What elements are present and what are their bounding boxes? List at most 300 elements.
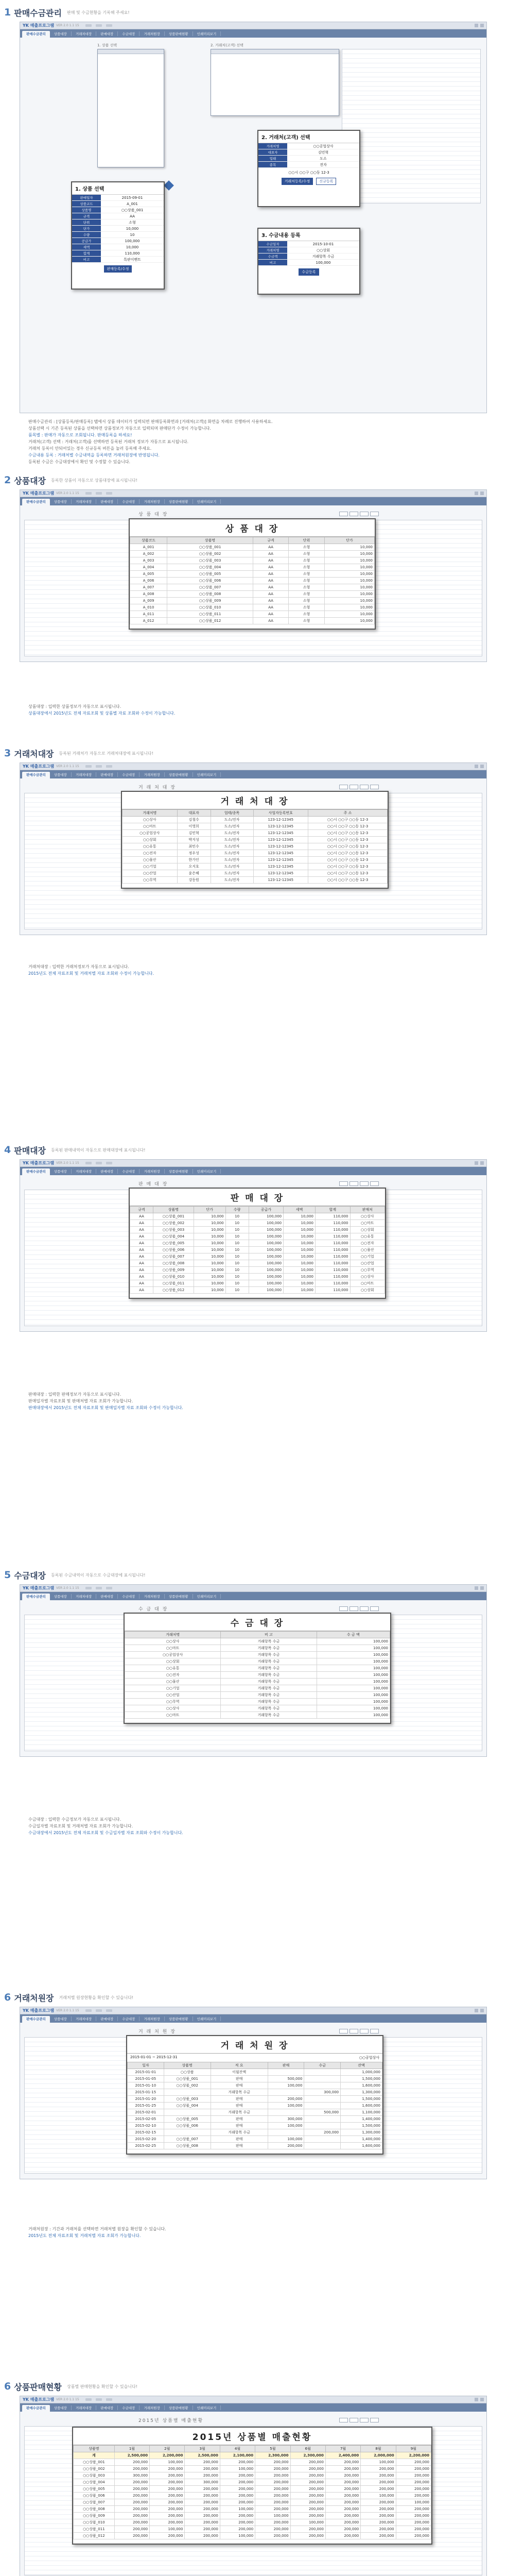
field-value[interactable]: 소형 xyxy=(129,220,136,225)
table-cell: 10,000 xyxy=(324,618,374,624)
nav-tab[interactable]: 거래처대장 xyxy=(72,2016,96,2021)
column-header[interactable]: 대표자 xyxy=(177,810,211,817)
table-row[interactable] xyxy=(123,863,388,870)
field-label: 공급가 xyxy=(72,238,101,244)
table-cell: 이월잔액 xyxy=(211,2069,268,2076)
table-row[interactable] xyxy=(130,557,375,564)
nav-tab[interactable]: 상품판매현황 xyxy=(165,499,193,504)
search-button[interactable] xyxy=(339,512,348,516)
column-header[interactable]: 수량 xyxy=(225,1207,249,1213)
field-value[interactable]: 10 xyxy=(130,232,135,237)
column-header[interactable]: 세액 xyxy=(284,1207,316,1213)
table-cell: 200,000 xyxy=(361,2513,396,2519)
column-header[interactable]: 판매 xyxy=(268,2062,304,2069)
table-cell: 10,000 xyxy=(194,1227,225,1233)
table-cell: 110,000 xyxy=(316,1213,351,1220)
table-row[interactable] xyxy=(128,2116,382,2123)
minimize-icon[interactable] xyxy=(475,2009,478,2012)
table-row[interactable] xyxy=(125,1672,390,1679)
table-panel xyxy=(124,1613,391,1724)
nav-tab[interactable]: 상품판매현황 xyxy=(165,772,193,777)
table-cell: 소형 xyxy=(289,598,324,604)
field-value[interactable]: 110,000 xyxy=(125,251,140,256)
table-cell: ○○상품_007 xyxy=(167,584,253,591)
nav-tab[interactable]: 상품대장 xyxy=(50,772,72,777)
column-header[interactable]: 상품명 xyxy=(167,537,253,544)
table-cell: 소형 xyxy=(289,571,324,578)
table-row[interactable] xyxy=(130,544,375,551)
column-header[interactable]: 규격 xyxy=(253,537,288,544)
table-cell: 200,000 xyxy=(185,2459,220,2466)
field-value[interactable]: ○○상품_001 xyxy=(121,208,144,212)
table-cell: 2015-01-05 xyxy=(128,2076,164,2082)
table-cell: 200,000 xyxy=(255,2479,290,2486)
nav-tab[interactable]: 판매대장 xyxy=(96,772,118,777)
table-cell: 1,100,000 xyxy=(341,2109,382,2116)
client-new-button[interactable]: 신규등록 xyxy=(316,178,336,185)
column-header[interactable]: 일자 xyxy=(128,2062,164,2069)
form-row xyxy=(72,238,164,244)
subtab-label[interactable]: 2. 거래처(고객) 선택 xyxy=(211,43,243,47)
excel-button[interactable] xyxy=(360,1181,369,1186)
table-cell: 123-12-12345 xyxy=(253,850,308,857)
print-button[interactable] xyxy=(349,2418,358,2422)
table-row[interactable] xyxy=(130,1240,385,1247)
nav-tab[interactable]: 상품대장 xyxy=(50,1169,72,1174)
nav-tab[interactable]: 인쇄미리보기 xyxy=(193,31,221,36)
search-button[interactable] xyxy=(339,1181,348,1186)
table-row[interactable] xyxy=(130,564,375,571)
table-row[interactable] xyxy=(125,1658,390,1665)
close-button[interactable] xyxy=(370,1181,379,1186)
table-row[interactable] xyxy=(130,571,375,578)
table-row[interactable] xyxy=(123,877,388,884)
nav-tab[interactable]: 인쇄미리보기 xyxy=(193,2016,221,2021)
field-value[interactable]: AA xyxy=(130,214,135,218)
nav-tab[interactable]: 상품판매현황 xyxy=(165,2405,193,2410)
field-value[interactable]: 10,000 xyxy=(126,226,139,231)
nav-tab[interactable]: 거래처대장 xyxy=(72,1594,96,1599)
table-cell: ○○시 ○○구 ○○동 12-3 xyxy=(308,837,388,843)
column-header[interactable]: 8월 xyxy=(361,2446,396,2452)
table-cell: 100,000 xyxy=(249,1287,284,1294)
table-row[interactable] xyxy=(125,1679,390,1685)
column-header[interactable]: 주 소 xyxy=(308,810,388,817)
search-button[interactable] xyxy=(339,2418,348,2422)
table-row[interactable] xyxy=(74,2466,431,2472)
table-cell: 10,000 xyxy=(194,1247,225,1253)
app-version: VER 2.0 1.1 15 xyxy=(56,492,79,495)
table-row[interactable] xyxy=(74,2499,431,2506)
table-cell: 100,000 xyxy=(268,2136,304,2143)
table-cell: A_012 xyxy=(130,618,167,624)
field-value[interactable]: 거래항목 수금 xyxy=(312,254,335,259)
column-header[interactable]: 상품명 xyxy=(164,2062,211,2069)
field-value[interactable]: ○○상회 xyxy=(317,248,330,252)
table-row[interactable] xyxy=(74,2526,431,2533)
nav-tab[interactable]: 상품대장 xyxy=(50,2016,72,2021)
column-header[interactable]: 거래처명 xyxy=(125,1632,221,1638)
nav-tab[interactable]: 인쇄미리보기 xyxy=(193,1169,221,1174)
close-icon[interactable] xyxy=(480,2009,484,2012)
table-cell: 10,000 xyxy=(194,1233,225,1240)
table-row[interactable] xyxy=(74,2479,431,2486)
collection-save-button[interactable]: 수금등록 xyxy=(299,268,319,276)
table-row[interactable] xyxy=(74,2513,431,2519)
list-bg xyxy=(342,49,481,204)
table-row[interactable] xyxy=(130,1247,385,1253)
section-title: 수금대장 xyxy=(14,1570,46,1581)
table-cell: AA xyxy=(130,1280,153,1287)
nav-tab[interactable]: 거래처대장 xyxy=(72,772,96,777)
table-row[interactable] xyxy=(128,2082,382,2089)
table-row[interactable] xyxy=(130,1213,385,1220)
table-cell: 100,000 xyxy=(255,2513,290,2519)
table-row[interactable] xyxy=(125,1638,390,1645)
table-row[interactable] xyxy=(123,850,388,857)
nav-tab[interactable]: 수금대장 xyxy=(118,1169,139,1174)
field-value[interactable]: 전자 xyxy=(320,162,327,167)
table-cell: 100,000 xyxy=(317,1679,390,1685)
field-value[interactable]: 10,000 xyxy=(126,245,139,249)
nav-tab[interactable]: 거래처원장 xyxy=(139,499,164,504)
table-row[interactable] xyxy=(130,1227,385,1233)
field-value[interactable]: A_001 xyxy=(127,201,138,206)
table-row[interactable] xyxy=(128,2089,382,2096)
table-row[interactable] xyxy=(74,2472,431,2479)
table-cell: 소형 xyxy=(289,618,324,624)
table-row[interactable] xyxy=(130,551,375,557)
column-header[interactable]: 적 요 xyxy=(211,2062,268,2069)
table-row[interactable] xyxy=(74,2459,431,2466)
table-row[interactable] xyxy=(130,1220,385,1227)
section-number: 2 xyxy=(4,474,11,486)
nav-tab[interactable]: 판매수금관리 xyxy=(22,2405,50,2412)
client-address: ○○시 ○○구 ○○동 12-3 xyxy=(288,171,329,175)
table-row[interactable] xyxy=(125,1645,390,1652)
column-header[interactable]: 3월 xyxy=(185,2446,220,2452)
app-logo: YK 매출프로그램 xyxy=(23,1161,55,1165)
nav-tab[interactable]: 거래처대장 xyxy=(72,2405,96,2410)
nav-tab[interactable]: 거래처원장 xyxy=(139,1169,164,1174)
nav-tab[interactable]: 판매수금관리 xyxy=(22,1594,50,1600)
nav-tab[interactable]: 판매대장 xyxy=(96,31,118,36)
search-button[interactable] xyxy=(339,1606,348,1611)
field-value[interactable]: 100,000 xyxy=(125,239,140,243)
table-row[interactable] xyxy=(128,2069,382,2076)
print-button[interactable] xyxy=(349,1181,358,1186)
table-row[interactable] xyxy=(125,1699,390,1705)
table-row[interactable] xyxy=(123,837,388,843)
close-icon[interactable] xyxy=(480,2398,484,2401)
close-button[interactable] xyxy=(370,1606,379,1611)
nav-tab[interactable]: 인쇄미리보기 xyxy=(193,772,221,777)
table-row[interactable] xyxy=(128,2103,382,2109)
nav-tab[interactable]: 수금대장 xyxy=(118,2405,139,2410)
nav-tab[interactable]: 상품대장 xyxy=(50,499,72,504)
nav-tab[interactable]: 거래처원장 xyxy=(139,31,164,36)
column-header[interactable]: 거래처명 xyxy=(123,810,178,817)
table-row[interactable] xyxy=(128,2076,382,2082)
table-cell: 10,000 xyxy=(284,1247,316,1253)
table-cell: 200,000 xyxy=(150,2506,185,2513)
table-row[interactable] xyxy=(74,2486,431,2493)
close-button[interactable] xyxy=(370,512,379,516)
column-header[interactable]: 9월 xyxy=(396,2446,431,2452)
table-row[interactable] xyxy=(74,2506,431,2513)
close-icon[interactable] xyxy=(480,1586,484,1590)
minimize-icon[interactable] xyxy=(475,2398,478,2401)
close-button[interactable] xyxy=(370,2029,379,2033)
search-button[interactable] xyxy=(339,2029,348,2033)
nav-tab[interactable]: 판매대장 xyxy=(96,1169,118,1174)
table-panel xyxy=(129,518,376,630)
close-icon[interactable] xyxy=(480,765,484,768)
field-value[interactable]: 2015-09-01 xyxy=(121,195,143,200)
table-cell: 200,000 xyxy=(290,2472,325,2479)
nav-tab[interactable]: 상품대장 xyxy=(50,1594,72,1599)
table-row[interactable] xyxy=(123,857,388,863)
column-header[interactable]: 상품코드 xyxy=(130,537,167,544)
table-row[interactable] xyxy=(125,1712,390,1719)
table-row[interactable] xyxy=(123,870,388,877)
nav-tab[interactable]: 상품판매현황 xyxy=(165,1594,193,1599)
print-button[interactable] xyxy=(349,1606,358,1611)
table-row[interactable] xyxy=(130,1253,385,1260)
table-cell: 소형 xyxy=(289,591,324,598)
nav-tab[interactable]: 거래처대장 xyxy=(72,499,96,504)
table-row[interactable] xyxy=(130,591,375,598)
table-row[interactable] xyxy=(128,2096,382,2103)
column-header[interactable]: 단가 xyxy=(194,1207,225,1213)
column-header[interactable]: 합계 xyxy=(316,1207,351,1213)
nav-tab[interactable]: 판매수금관리 xyxy=(22,31,50,38)
field-value[interactable]: 특판이벤트 xyxy=(124,257,141,262)
excel-button[interactable] xyxy=(360,2418,369,2422)
nav-tab[interactable]: 판매대장 xyxy=(96,2016,118,2021)
minimize-icon[interactable] xyxy=(475,1161,478,1165)
nav-tab[interactable]: 판매수금관리 xyxy=(22,499,50,505)
table-cell: ○○마트 xyxy=(350,1220,385,1227)
table-row[interactable] xyxy=(128,2109,382,2116)
column-header[interactable]: 잔액 xyxy=(341,2062,382,2069)
table-cell: ○○상품_005 xyxy=(153,1240,194,1247)
table-cell: 김철수 xyxy=(177,817,211,823)
table-row[interactable] xyxy=(130,611,375,618)
table-cell: AA xyxy=(253,604,288,611)
table-cell: 판매 xyxy=(211,2096,268,2103)
client-save-button[interactable]: 거래처등록/수정 xyxy=(282,178,313,185)
column-header[interactable]: 비 고 xyxy=(221,1632,317,1638)
nav-tab[interactable]: 상품대장 xyxy=(50,2405,72,2410)
table-cell: 10 xyxy=(225,1247,249,1253)
table-row[interactable] xyxy=(123,830,388,837)
excel-button[interactable] xyxy=(360,512,369,516)
column-header[interactable]: 수금 xyxy=(304,2062,341,2069)
table-cell: 110,000 xyxy=(316,1274,351,1280)
column-header[interactable]: 사업자등록번호 xyxy=(253,810,308,817)
minimize-icon[interactable] xyxy=(475,492,478,495)
minimize-icon[interactable] xyxy=(475,1586,478,1590)
nav-tab[interactable]: 판매수금관리 xyxy=(22,2016,50,2023)
column-header[interactable]: 업태/종목 xyxy=(211,810,253,817)
card-title: 1. 상품 선택 xyxy=(72,182,164,195)
column-header[interactable]: 1월 xyxy=(114,2446,149,2452)
column-header[interactable]: 6월 xyxy=(290,2446,325,2452)
table-row[interactable] xyxy=(130,1280,385,1287)
table-row[interactable] xyxy=(74,2493,431,2499)
table-row[interactable] xyxy=(128,2143,382,2149)
table-cell: 거래항목 수금 xyxy=(211,2089,268,2096)
nav-tab[interactable]: 판매수금관리 xyxy=(22,1168,50,1175)
table-cell: AA xyxy=(253,571,288,578)
nav-tab[interactable]: 상품판매현황 xyxy=(165,1169,193,1174)
search-button[interactable] xyxy=(339,785,348,789)
table-cell: 200,000 xyxy=(361,2486,396,2493)
table-row[interactable] xyxy=(125,1652,390,1658)
sale-save-button[interactable]: 판매등록/수정 xyxy=(104,265,132,273)
table-cell: 10,000 xyxy=(284,1267,316,1274)
column-header[interactable]: 4월 xyxy=(220,2446,255,2452)
table-row[interactable] xyxy=(128,2123,382,2129)
table-row[interactable] xyxy=(74,2519,431,2526)
nav-tab[interactable]: 수금대장 xyxy=(118,31,139,36)
nav-tab[interactable]: 수금대장 xyxy=(118,2016,139,2021)
nav-tab[interactable]: 상품대장 xyxy=(50,31,72,36)
table-row[interactable] xyxy=(123,817,388,823)
table-cell: ○○상품_005 xyxy=(167,571,253,578)
table-row[interactable] xyxy=(125,1685,390,1692)
nav-tab[interactable]: 거래처대장 xyxy=(72,31,96,36)
field-value[interactable]: 도소 xyxy=(320,156,327,161)
nav-tab[interactable]: 거래처원장 xyxy=(139,2016,164,2021)
table-row[interactable] xyxy=(130,1287,385,1294)
nav-tab[interactable]: 인쇄미리보기 xyxy=(193,2405,221,2410)
column-header[interactable]: 상품명 xyxy=(153,1207,194,1213)
close-button[interactable] xyxy=(370,785,379,789)
table-row[interactable] xyxy=(125,1665,390,1672)
excel-button[interactable] xyxy=(360,785,369,789)
nav-tab[interactable]: 인쇄미리보기 xyxy=(193,1594,221,1599)
section-desc: 등록된 거래처가 자동으로 거래처대장에 표시됩니다! xyxy=(59,751,153,756)
table-cell: 200,000 xyxy=(325,2472,360,2479)
minimize-icon[interactable] xyxy=(475,24,478,27)
table-cell: ○○상품_011 xyxy=(153,1280,194,1287)
field-value[interactable]: 2015-10-01 xyxy=(312,242,334,246)
field-value[interactable]: 100,000 xyxy=(316,260,331,265)
toolbar xyxy=(339,785,379,789)
close-button[interactable] xyxy=(370,2418,379,2422)
table-cell: ○○시 ○○구 ○○동 12-3 xyxy=(308,823,388,830)
nav-tab[interactable]: 거래처원장 xyxy=(139,1594,164,1599)
table-cell: 200,000 xyxy=(361,2526,396,2533)
minimize-icon[interactable] xyxy=(475,765,478,768)
table-cell: 도소/전자 xyxy=(211,817,253,823)
table-cell xyxy=(268,2109,304,2116)
table-cell: ○○공업상사 xyxy=(123,830,178,837)
nav-tab[interactable]: 거래처대장 xyxy=(72,1169,96,1174)
nav-tab[interactable]: 수금대장 xyxy=(118,499,139,504)
column-header[interactable]: 단가 xyxy=(324,537,374,544)
table-cell: 판매 xyxy=(211,2143,268,2149)
table-row[interactable] xyxy=(130,1274,385,1280)
table-row[interactable] xyxy=(130,604,375,611)
table-cell: 100,000 xyxy=(220,2506,255,2513)
table-row[interactable] xyxy=(74,2533,431,2539)
column-header[interactable]: 수 금 액 xyxy=(317,1632,390,1638)
column-header[interactable]: 규격 xyxy=(130,1207,153,1213)
close-icon[interactable] xyxy=(480,492,484,495)
table-cell: ○○상품_004 xyxy=(153,1233,194,1240)
print-button[interactable] xyxy=(349,785,358,789)
nav-tab[interactable]: 판매대장 xyxy=(96,2405,118,2410)
column-header[interactable]: 공급가 xyxy=(249,1207,284,1213)
column-header[interactable]: 상품명 xyxy=(74,2446,115,2452)
form-row xyxy=(72,219,164,226)
column-header[interactable]: 7월 xyxy=(325,2446,360,2452)
column-header[interactable]: 판매처 xyxy=(350,1207,385,1213)
column-header[interactable]: 단위 xyxy=(289,537,324,544)
table-row[interactable] xyxy=(123,843,388,850)
column-header[interactable]: 5월 xyxy=(255,2446,290,2452)
print-button[interactable] xyxy=(349,2029,358,2033)
bg-sheet-title: 2015년 상품별 매출현황 xyxy=(138,2418,204,2424)
table-cell: 200,000 xyxy=(150,2479,185,2486)
table-row[interactable] xyxy=(125,1705,390,1712)
table-cell: ○○상사 xyxy=(125,1638,221,1645)
field-value[interactable]: 김민혁 xyxy=(318,150,329,155)
nav-tab[interactable]: 거래처원장 xyxy=(139,772,164,777)
nav-tab[interactable]: 판매대장 xyxy=(96,1594,118,1599)
print-button[interactable] xyxy=(349,512,358,516)
nav-tab[interactable]: 판매대장 xyxy=(96,499,118,504)
table-cell: ○○시 ○○구 ○○동 12-3 xyxy=(308,863,388,870)
table-cell: 123-12-12345 xyxy=(253,863,308,870)
main-nav xyxy=(20,2014,486,2023)
table-cell: AA xyxy=(130,1233,153,1240)
nav-tab[interactable]: 거래처원장 xyxy=(139,2405,164,2410)
excel-button[interactable] xyxy=(360,2029,369,2033)
table-row[interactable] xyxy=(130,1260,385,1267)
table-cell: ○○상품 xyxy=(164,2069,211,2076)
table-row[interactable] xyxy=(123,823,388,830)
nav-tab[interactable]: 수금대장 xyxy=(118,772,139,777)
close-icon[interactable] xyxy=(480,1161,484,1165)
column-header[interactable]: 2월 xyxy=(150,2446,185,2452)
field-value[interactable]: ○○공업상사 xyxy=(313,144,334,148)
table-cell: 소형 xyxy=(289,604,324,611)
table-row[interactable] xyxy=(130,1267,385,1274)
table-row[interactable] xyxy=(130,1233,385,1240)
table-cell: 200,000 xyxy=(325,2519,360,2526)
close-icon[interactable] xyxy=(480,24,484,27)
nav-tab[interactable]: 상품판매현황 xyxy=(165,2016,193,2021)
table-row[interactable] xyxy=(130,618,375,624)
table-row[interactable] xyxy=(125,1692,390,1699)
table-row[interactable] xyxy=(130,578,375,584)
nav-tab[interactable]: 인쇄미리보기 xyxy=(193,499,221,504)
data-table xyxy=(73,2445,431,2539)
table-row[interactable] xyxy=(130,584,375,591)
table-row[interactable] xyxy=(130,598,375,604)
subtab-label[interactable]: 1. 상품 선택 xyxy=(97,43,117,47)
excel-button[interactable] xyxy=(360,1606,369,1611)
nav-tab[interactable]: 상품판매현황 xyxy=(165,31,193,36)
nav-tab[interactable]: 수금대장 xyxy=(118,1594,139,1599)
nav-tab[interactable]: 판매수금관리 xyxy=(22,772,50,778)
table-row[interactable] xyxy=(128,2129,382,2136)
table-row[interactable] xyxy=(128,2136,382,2143)
